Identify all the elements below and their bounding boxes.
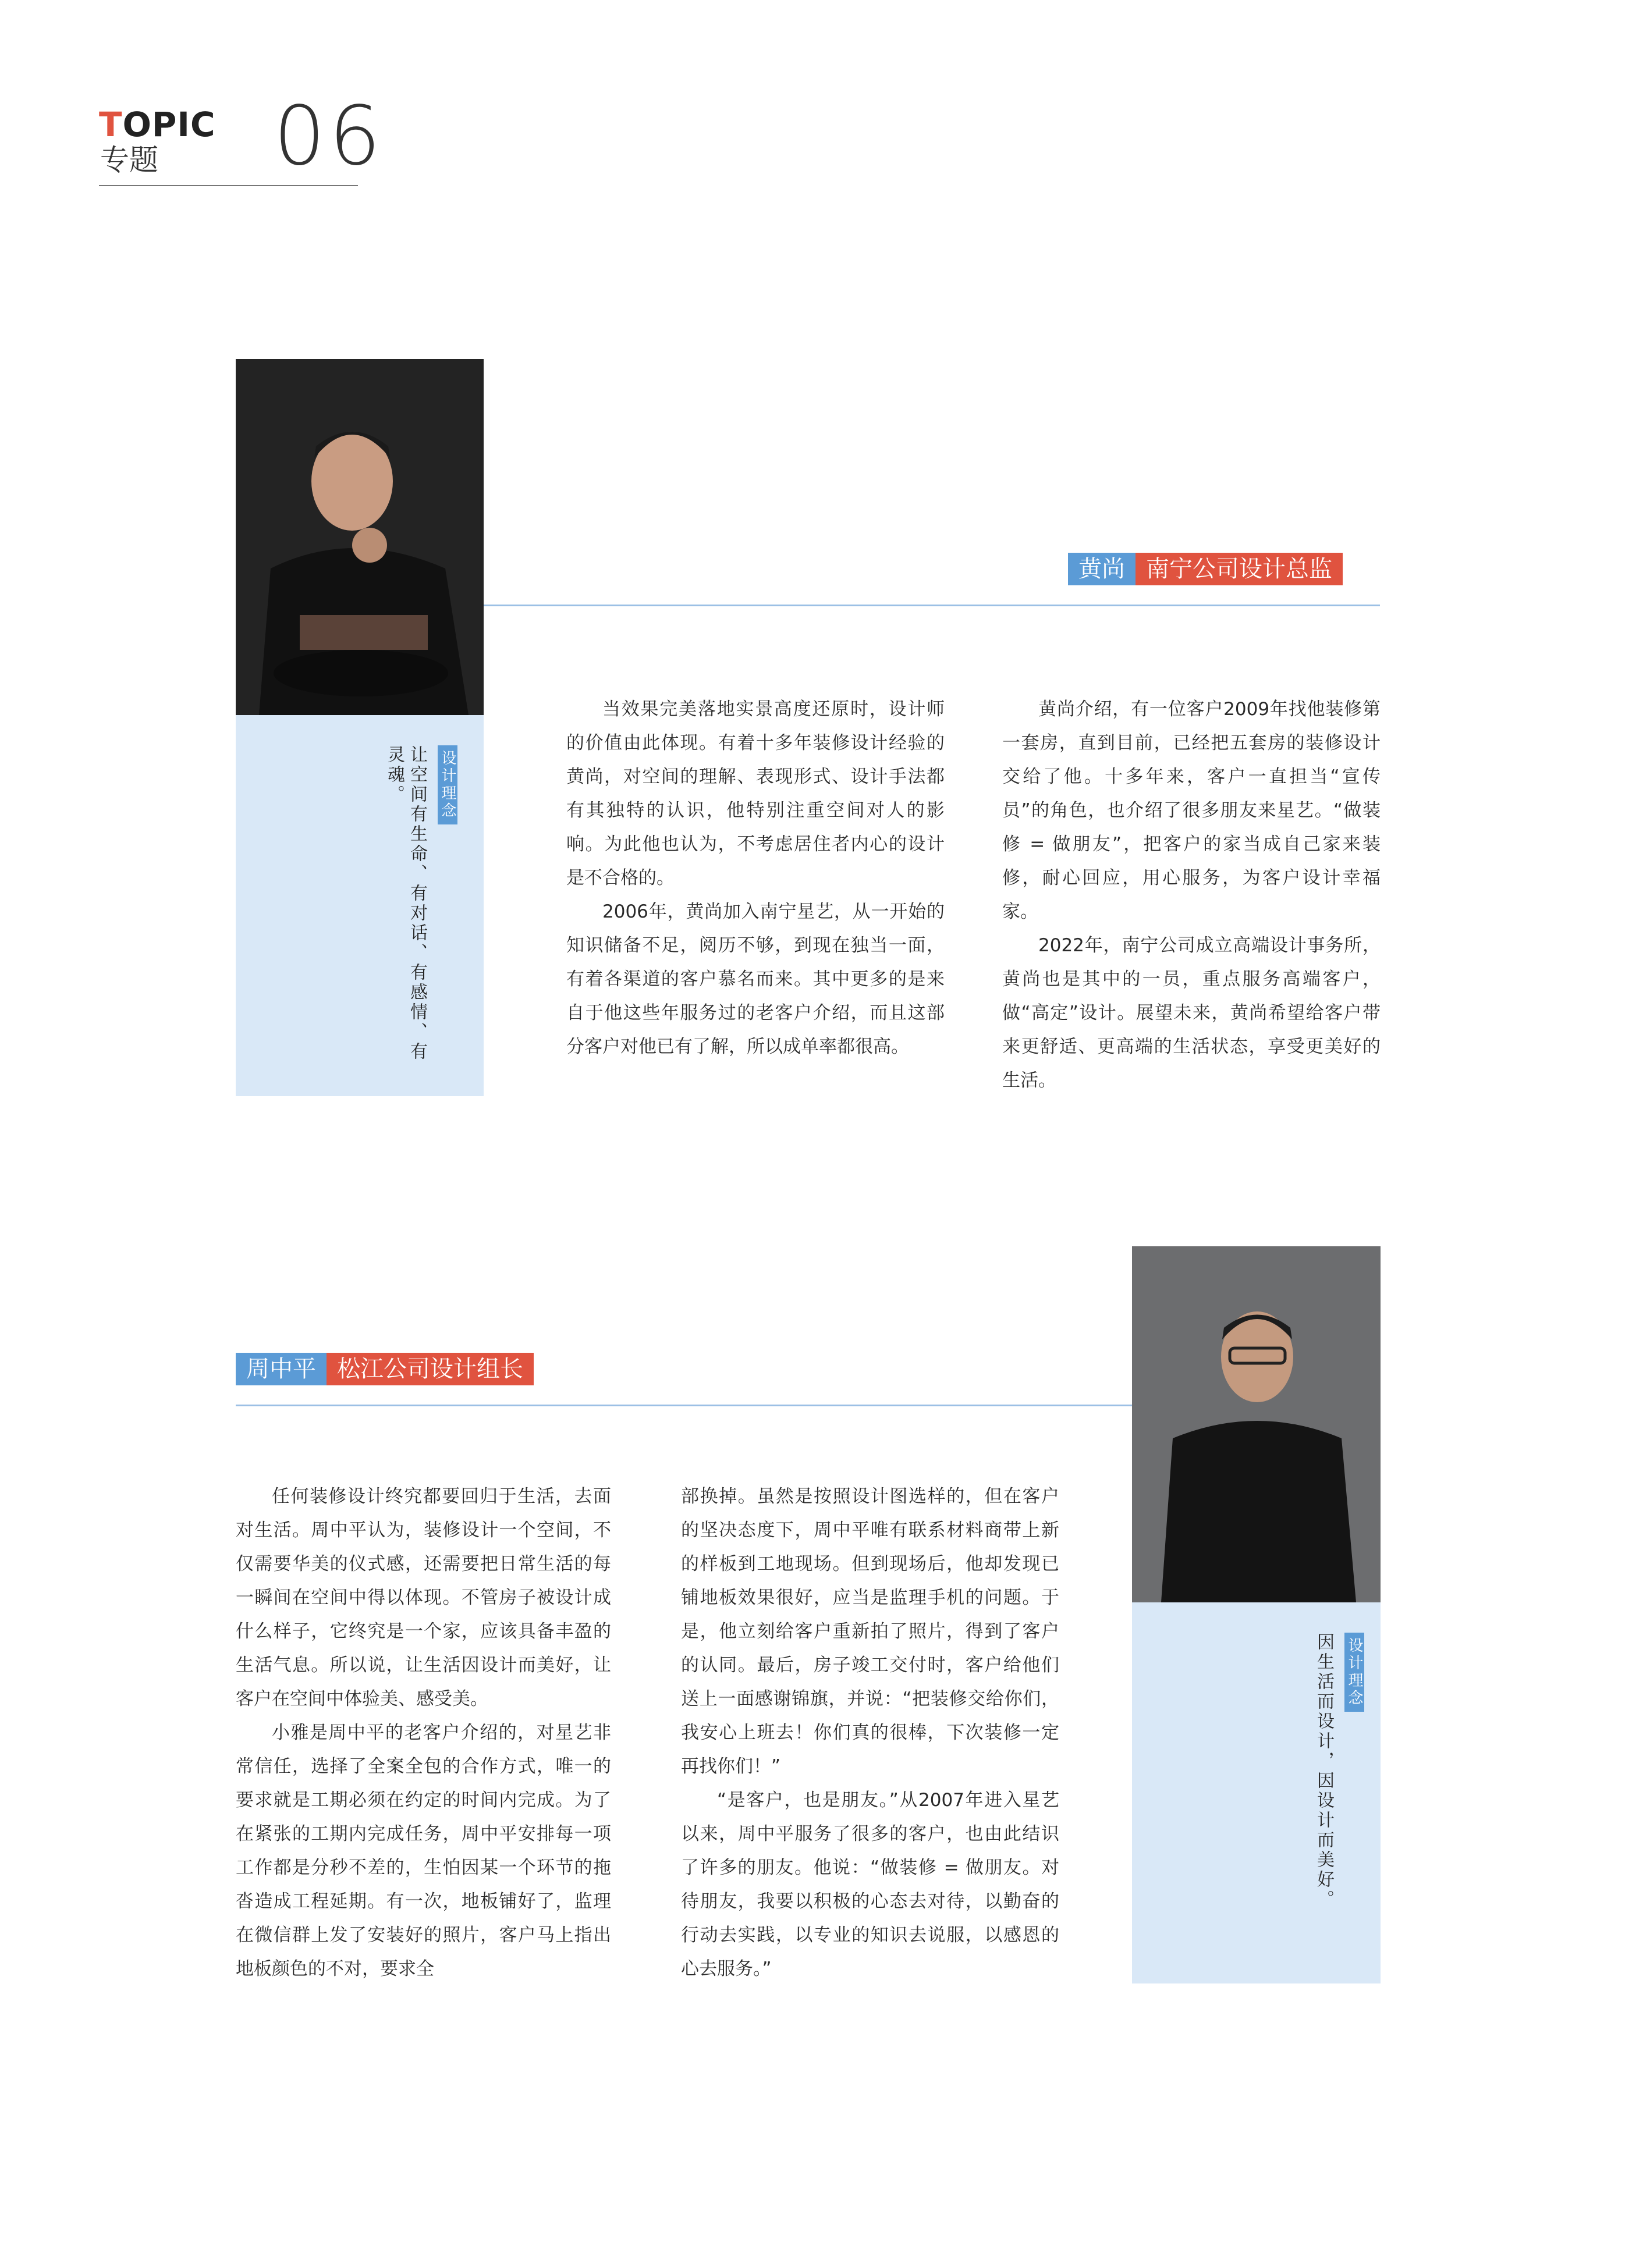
name-huang-shang: 黄尚 [1068,553,1136,585]
paragraph: 当效果完美落地实景高度还原时，设计师的价值由此体现。有着十多年装修设计经验的黄尚，对空间的理解、表现形式、设计手法都有其独特的认识，他特别注重空间对人的影响。为此他也认为，不考虑居住者内心的设计是不合格的。 [566,699,945,888]
motto-tag-1: 设计理念 [438,745,457,824]
title-huang-shang: 南宁公司设计总监 [1136,553,1343,585]
name-zhou-zhongping: 周中平 [236,1353,327,1385]
motto-box-2 [1132,1602,1381,1983]
paragraph: “是客户，也是朋友。”从2007年进入星艺以来，周中平服务了很多的客户，也由此结识了许多的朋友。他说：“做装修 = 做朋友。对待朋友，我要以积极的心态去对待，以勤奋的行动去实践，以专业的知识去说服，以感恩的心去服务。” [681,1790,1059,1979]
header-divider [99,185,358,186]
title-zhou-zhongping: 松江公司设计组长 [327,1353,534,1385]
paragraph: 任何装修设计终究都要回归于生活，去面对生活。周中平认为，装修设计一个空间，不仅需要华美的仪式感，还需要把日常生活的每一瞬间在空间中得以体现。不管房子被设计成什么样子，它终究是一个家，应该具备丰盈的生活气息。所以说，让生活因设计而美好，让客户在空间中体验美、感受美。 [236,1486,611,1709]
paragraph: 2006年，黄尚加入南宁星艺，从一开始的知识储备不足，阅历不够，到现在独当一面，有着各渠道的客户慕名而来。其中更多的是来自于他这些年服务过的老客户介绍，而且这部分客户对他已有了解，所以成单率都很高。 [566,901,945,1057]
divider-2 [236,1405,1132,1406]
article-col-2b [681,1480,1059,1986]
motto-text-2: 因生活而设计，因设计而美好。 [1314,1633,1334,1910]
motto-tag-2: 设计理念 [1344,1633,1364,1712]
portrait-huang-shang [236,359,484,715]
portrait-zhou-zhongping [1132,1246,1381,1602]
motto-text-1: 让空间有生命、有对话、有感情、有灵魂。 [384,745,427,1062]
divider-1 [484,605,1380,606]
paragraph-continued: 部换掉。虽然是按照设计图选样的，但在客户的坚决态度下，周中平唯有联系材料商带上新的样板到工地现场。但到现场后，他却发现已铺地板效果很好，应当是监理手机的问题。于是，他立刻给客户重新拍了照片，得到了客户的认同。最后，房子竣工交付时，客户给他们送上一面感谢锦旗，并说：“把装修交给你们，我安心上班去！你们真的很棒，下次装修一定再找你们！” [681,1486,1059,1777]
topic-cn-label: 专题 [100,143,158,177]
article-col-1b [1002,692,1381,1097]
motto-box-1 [236,715,484,1096]
article-col-1a [566,692,945,1064]
topic-initial: T [99,105,123,144]
page-number: 06 [274,89,385,184]
name-tag-2 [236,1353,534,1385]
paragraph: 小雅是周中平的老客户介绍的，对星艺非常信任，选择了全案全包的合作方式，唯一的要求就是工期必须在约定的时间内完成。为了在紧张的工期内完成任务，周中平安排每一项工作都是分秒不差的，生怕因某一个环节的拖沓造成工程延期。有一次，地板铺好了，监理在微信群上发了安装好的照片，客户马上指出地板颜色的不对，要求全 [236,1722,611,1979]
name-tag-1 [1068,553,1343,585]
paragraph: 2022年，南宁公司成立高端设计事务所，黄尚也是其中的一员，重点服务高端客户，做“高定”设计。展望未来，黄尚希望给客户带来更舒适、更高端的生活状态，享受更美好的生活。 [1002,935,1381,1091]
article-col-2a [236,1480,611,1986]
paragraph: 黄尚介绍，有一位客户2009年找他装修第一套房，直到目前，已经把五套房的装修设计交给了他。十多年来，客户一直担当“宣传员”的角色，也介绍了很多朋友来星艺。“做装修 = 做朋友”，把客户的家当成自己家来装修，耐心回应，用心服务，为客户设计幸福家。 [1002,699,1381,922]
topic-rest: OPIC [122,105,216,144]
topic-label [99,105,216,144]
